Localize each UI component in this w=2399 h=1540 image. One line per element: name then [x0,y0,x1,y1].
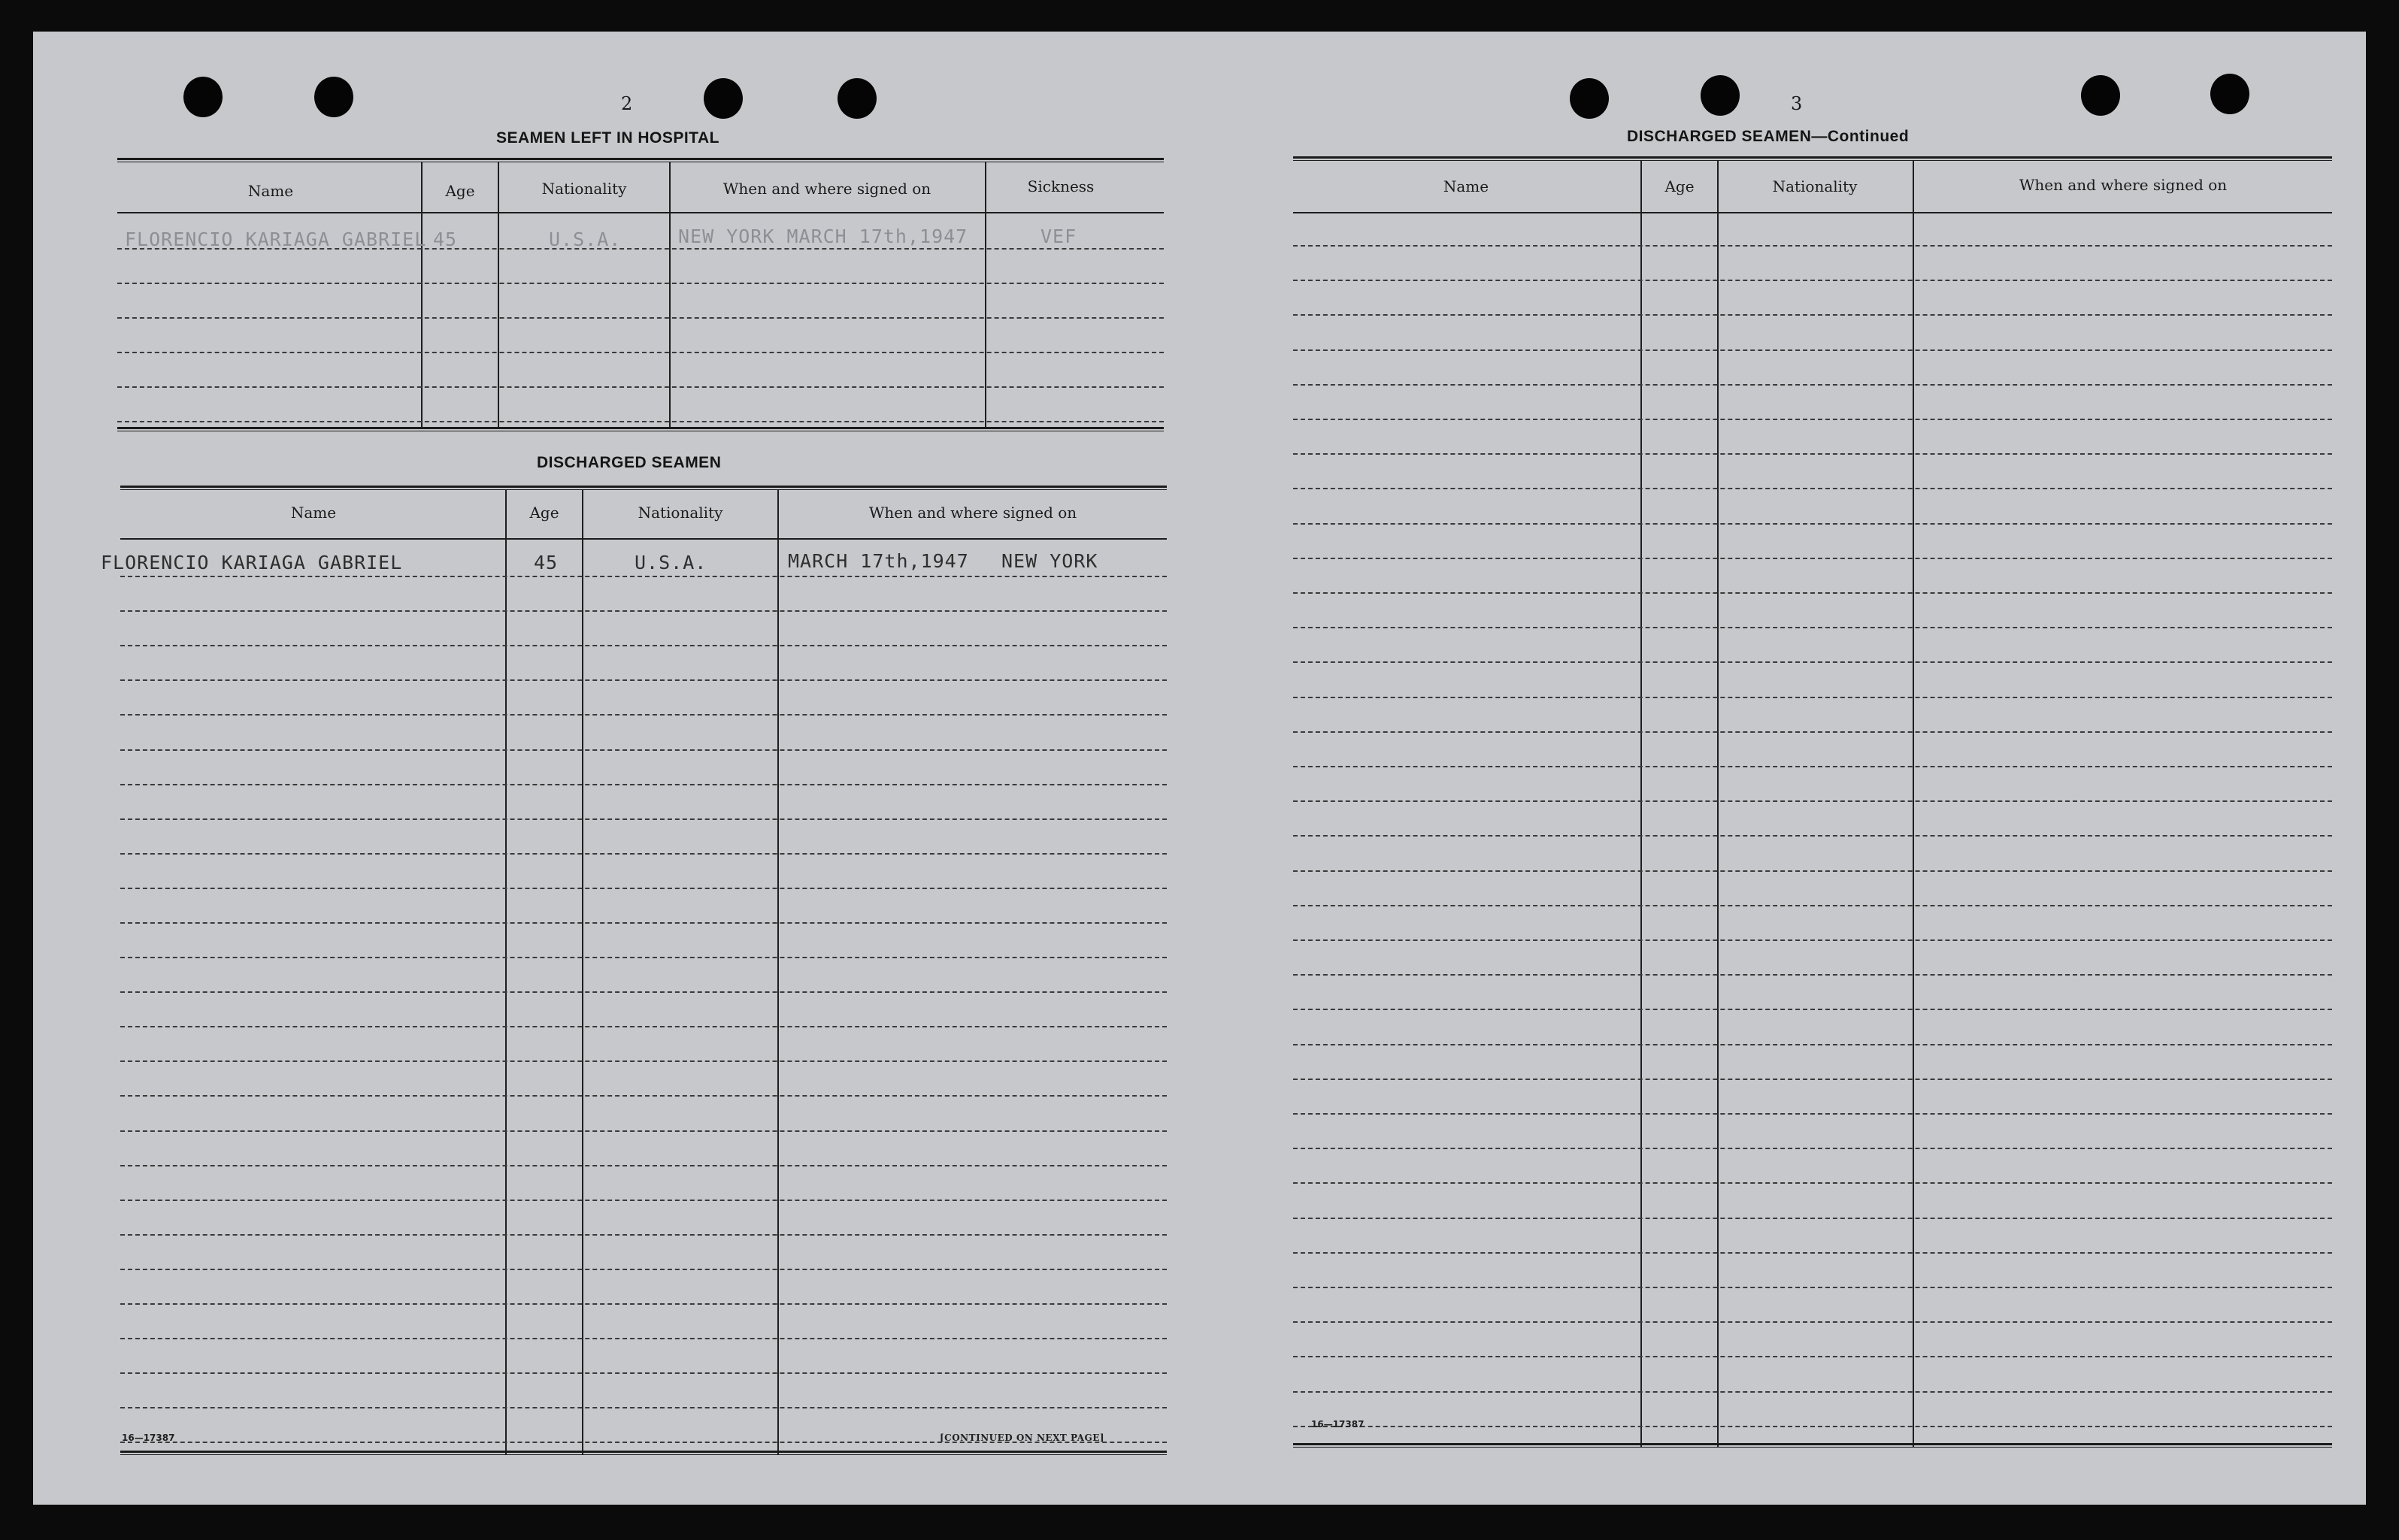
hospital-section-title: SEAMEN LEFT IN HOSPITAL [496,129,719,147]
column-header-age: Age [1664,177,1695,195]
table-row-line [1293,1391,2332,1393]
section-title-suffix: —Continued [1811,128,1910,145]
table-row-line [1293,1356,2332,1357]
table-row-line [1293,384,2332,386]
column-header-nationality: Nationality [1772,177,1858,195]
table-row-line [1293,905,2332,906]
table-row-line [1293,800,2332,802]
column-divider [1717,161,1719,1448]
table-row-line [1293,1009,2332,1010]
table-row-line [1293,870,2332,872]
column-header-nationality: Nationality [638,504,723,522]
table-row-line [1293,697,2332,698]
table-row-line [1293,1287,2332,1288]
table-row-line [1293,488,2332,489]
column-divider [1913,161,1914,1448]
table-row-line [1293,627,2332,628]
column-header-rule [1293,212,2332,213]
column-header-age: Age [445,182,475,200]
table-row-line [1293,1113,2332,1115]
hospital-entry-signed-on: NEW YORK MARCH 17th,1947 [678,225,968,247]
table-row-line [1293,939,2332,941]
discharged-entry-date: MARCH 17th,1947 [788,550,969,572]
table-bottom-rule [1293,1443,2332,1448]
column-header-name: Name [247,182,294,200]
table-row-line [1293,974,2332,976]
discharged-entry-name: FLORENCIO KARIAGA GABRIEL [101,552,403,573]
table-row-line [1293,453,2332,455]
discharged-section-title: DISCHARGED SEAMEN [537,454,722,471]
right-page [33,32,2366,1505]
hospital-entry-name: FLORENCIO KARIAGA GABRIEL [125,228,427,250]
hospital-entry-sickness: VEF [1040,225,1077,247]
table-row-line [1293,314,2332,316]
table-row-line [1293,1044,2332,1045]
discharged-entry-age: 45 [534,552,559,573]
table-row-line [1293,245,2332,247]
page-number: 3 [1791,93,1803,114]
table-row-line [1293,280,2332,281]
table-row-line [1293,1079,2332,1080]
hospital-entry-nationality: U.S.A. [549,228,622,250]
column-header-sickness: Sickness [1027,177,1095,195]
column-header-signed-on: When and where signed on [868,504,1077,522]
table-row-line [1293,661,2332,663]
table-row-line [1293,835,2332,837]
document-sheet [33,32,2366,1505]
table-row-line [1293,1148,2332,1149]
table-row-line [1293,766,2332,767]
table-row-line [1293,419,2332,420]
column-header-signed-on: When and where signed on [722,180,931,198]
discharged-entry-nationality: U.S.A. [635,552,707,573]
section-title-text: DISCHARGED SEAMEN [1627,128,1812,145]
column-header-nationality: Nationality [541,180,627,198]
column-header-signed-on: When and where signed on [2019,176,2228,194]
discharged-continued-title [1627,128,1909,146]
table-row-line [1293,1321,2332,1323]
column-header-name: Name [1443,177,1489,195]
table-row-line [1293,523,2332,525]
table-row-line [1293,558,2332,559]
form-number: 16—17387 [1311,1419,1365,1430]
table-row-line [1293,1426,2332,1427]
table-row-line [1293,1218,2332,1219]
form-number: 16—17387 [122,1433,175,1443]
table-row-line [1293,1252,2332,1254]
hospital-entry-age: 45 [433,228,458,250]
column-divider [1640,161,1642,1448]
table-row-line [1293,592,2332,594]
table-row-line [1293,1182,2332,1184]
continued-note: [CONTINUED ON NEXT PAGE] [940,1433,1105,1443]
discharged-entry-place: NEW YORK [1001,550,1098,572]
column-header-age: Age [529,504,559,522]
header-rule [1293,156,2332,161]
page-number: 2 [621,93,633,114]
table-row-line [1293,731,2332,733]
table-row-line [1293,349,2332,351]
column-header-name: Name [290,504,337,522]
